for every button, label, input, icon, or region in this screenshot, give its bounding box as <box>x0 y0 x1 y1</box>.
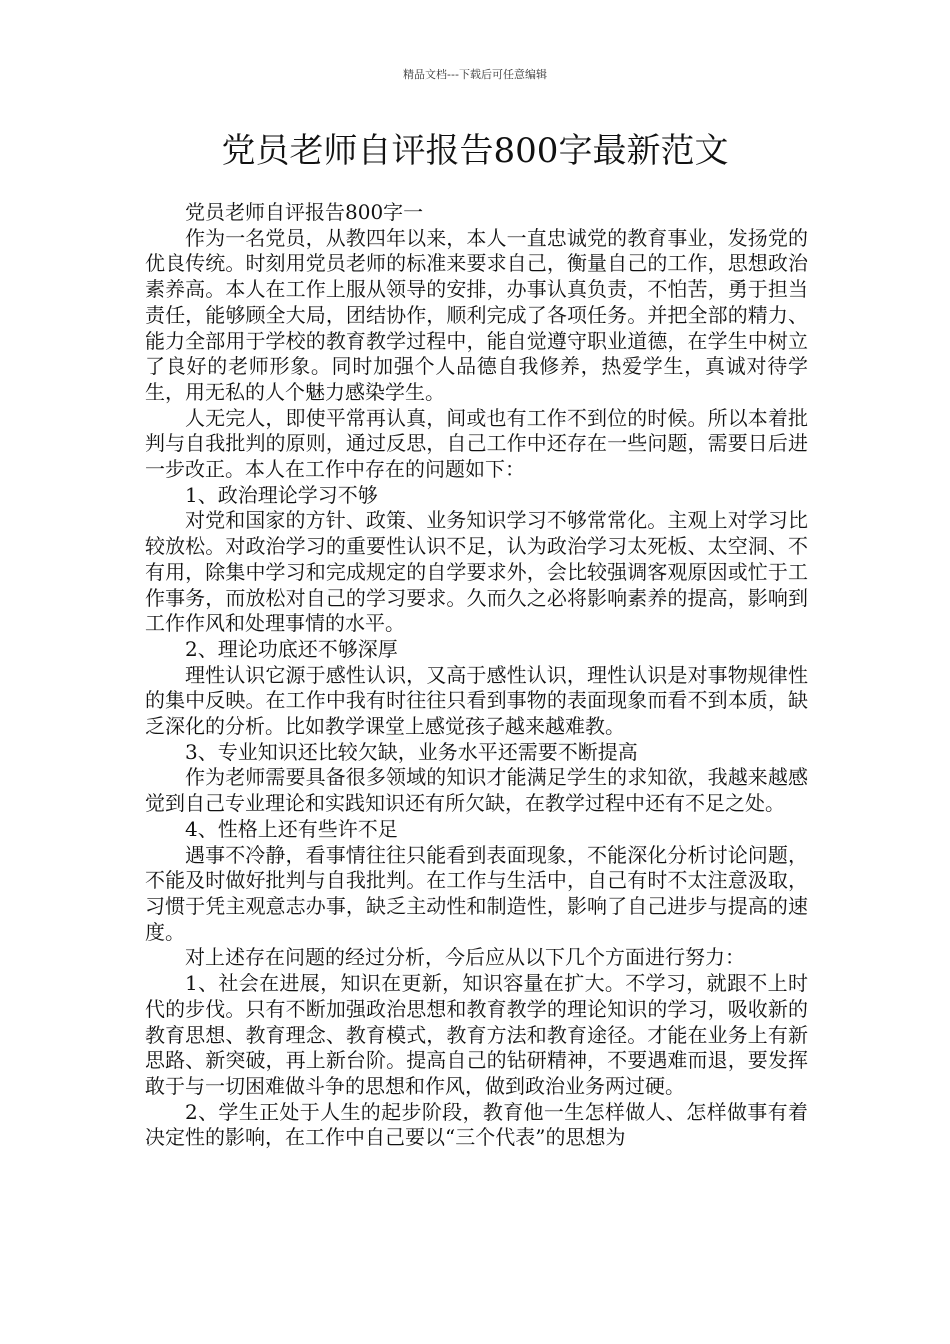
paragraph: 人无完人，即使平常再认真，间或也有工作不到位的时候。所以本着批判与自我批判的原则，通过反思，自己工作中还存在一些问题，需要日后进一步改正。本人在工作中存在的问题如下： <box>145 405 808 482</box>
header-note: 精品文档---下载后可任意编辑 <box>403 68 547 81</box>
paragraph: 遇事不冷静，看事情往往只能看到表面现象，不能深化分析讨论问题，不能及时做好批判与自我批判。在工作与生活中，自己有时不太注意汲取，习惯于凭主观意志办事，缺乏主动性和制造性，影响了自己进步与提高的速度。 <box>145 842 808 944</box>
list-heading: 2、理论功底还不够深厚 <box>185 636 398 661</box>
document-body <box>145 200 808 1151</box>
paragraph: 理性认识它源于感性认识，又高于感性认识，理性认识是对事物规律性的集中反映。在工作中我有时往往只看到事物的表面现象而看不到本质，缺乏深化的分析。比如教学课堂上感觉孩子越来越难教。 <box>145 662 808 739</box>
paragraph: 对党和国家的方针、政策、业务知识学习不够常常化。主观上对学习比较放松。对政治学习的重要性认识不足，认为政治学习太死板、太空洞、不有用，除集中学习和完成规定的自学要求外，会比较强调客观原因或忙于工作事务，而放松对自己的学习要求。久而久之必将影响素养的提高，影响到工作作风和处理事情的水平。 <box>145 508 808 636</box>
list-heading: 3、专业知识还比较欠缺，业务水平还需要不断提高 <box>185 739 638 764</box>
paragraph: 2、学生正处于人生的起步阶段，教育他一生怎样做人、怎样做事有着决定性的影响，在工作中自己要以“三个代表”的思想为 <box>145 1099 808 1150</box>
document-title: 党员老师自评报告800字最新范文 <box>221 131 729 171</box>
section-heading: 党员老师自评报告800字一 <box>185 200 424 224</box>
paragraph: 对上述存在问题的经过分析，今后应从以下几个方面进行努力： <box>185 945 745 970</box>
paragraph: 作为老师需要具备很多领域的知识才能满足学生的求知欲，我越来越感觉到自己专业理论和实践知识还有所欠缺，在教学过程中还有不足之处。 <box>145 765 808 816</box>
list-heading: 4、性格上还有些许不足 <box>185 816 398 841</box>
list-heading: 1、政治理论学习不够 <box>185 482 378 507</box>
paragraph: 1、社会在进展，知识在更新，知识容量在扩大。不学习，就跟不上时代的步伐。只有不断加强政治思想和教育教学的理论知识的学习，吸收新的教育思想、教育理念、教育模式，教育方法和教育途径。才能在业务上有新思路、新突破，再上新台阶。提高自己的钻研精神，不要遇难而退，要发挥敢于与一切困难做斗争的思想和作风，做到政治业务两过硬。 <box>145 971 808 1098</box>
paragraph: 作为一名党员，从教四年以来，本人一直忠诚党的教育事业，发扬党的优良传统。时刻用党员老师的标准来要求自己，衡量自己的工作，思想政治素养高。本人在工作上服从领导的安排，办事认真负责，不怕苦，勇于担当责任，能够顾全大局，团结协作，顺利完成了各项任务。并把全部的精力、能力全部用于学校的教育教学过程中，能自觉遵守职业道德，在学生中树立了良好的老师形象。同时加强个人品德自我修养，热爱学生，真诚对待学生，用无私的人个魅力感染学生。 <box>145 225 808 404</box>
